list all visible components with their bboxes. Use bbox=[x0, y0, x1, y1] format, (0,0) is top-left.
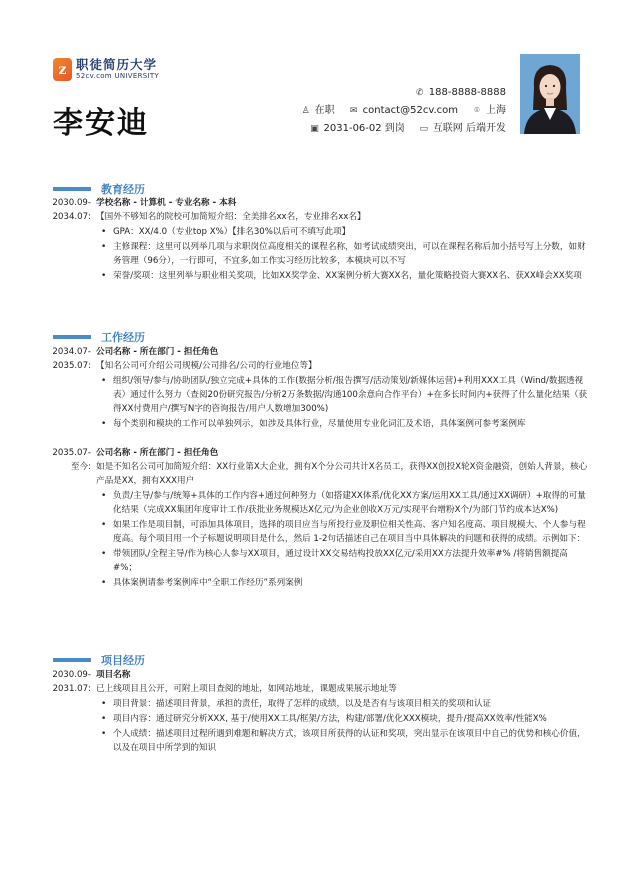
project-entry bbox=[49, 668, 589, 756]
logo-mark-icon: z bbox=[53, 58, 72, 81]
entry-date-end: 至今: bbox=[70, 462, 91, 472]
list-item: • 每个类别和模块的工作可以单独列示，如涉及具体行业，尽量使用专业化词汇及术语，具体案例可参考案例库 bbox=[101, 417, 589, 431]
profile-photo-illustration bbox=[520, 54, 580, 134]
phone-text: 188-8888-8888 bbox=[428, 87, 506, 98]
contact-row-1 bbox=[301, 84, 506, 102]
location-pin-icon: ⌾ bbox=[474, 106, 480, 116]
entry-intro-line bbox=[49, 359, 589, 373]
work-2-bullets bbox=[101, 489, 589, 590]
logo-subtitle: 52cv.com UNIVERSITY bbox=[76, 72, 160, 80]
list-item: • 项目背景：描述项目背景，承担的责任，取得了怎样的成绩，以及是否有与该项目相关的奖项和认证 bbox=[101, 697, 589, 711]
contact-row-2 bbox=[301, 102, 506, 120]
list-item: • 负责/主导/参与/统筹+具体的工作内容+通过何种努力（如搭建XX体系/优化XX方案/运用XX工具/通过XX调研）+取得的可量化结果（完成XX集团年度审计工作/获批业务规模达X亿元/为企业创收X万元/实现平台增粉X个/为部门节约成本达X%) bbox=[101, 489, 589, 517]
briefcase-icon: ▭ bbox=[419, 124, 429, 134]
list-item: • 组织/领导/参与/协助团队/独立完成+具体的工作(数据分析/报告撰写/活动策划/新媒体运营)+利用XXX工具（Wind/数据透视表）通过什么努力（查阅20份研究报告/分析2万条数据/沟通100余意向合作平台）+在多长时间内+获得了什么量化结果（获得XX付费用户/撰写N字的咨询报告/用户人数增加300%) bbox=[101, 374, 589, 416]
status-text: 在职 bbox=[314, 105, 335, 116]
candidate-name: 李安迪 bbox=[53, 106, 149, 141]
entry-headline: 项目名称 bbox=[96, 670, 131, 680]
entry-intro: 【国外不够知名的院校可加简短介绍：全美排名xx名，专业排名xx名】 bbox=[96, 212, 366, 222]
person-icon: ♙ bbox=[301, 106, 310, 116]
email-text: contact@52cv.com bbox=[362, 105, 458, 116]
profile-photo bbox=[520, 54, 580, 134]
list-item: • 如果工作是项目制，可添加具体项目，选择的项目应当与所投行业及职位相关性高、客户知名度高、项目规模大、个人参与程度高。每个项目用一个子标题说明项目是什么，然后 1-2句话描述自己在项目当中具体解决的问题和获得的成绩。示例如下： bbox=[101, 518, 589, 546]
list-item: • 项目内容：通过研究分析XXX, 基于/使用XX工具/框架/方法，构建/部署/优化XXX模块，提升/提高XX效率/性能X% bbox=[101, 712, 589, 726]
section-accent-bar bbox=[53, 658, 91, 662]
city-text: 上海 bbox=[486, 105, 506, 116]
education-section-title bbox=[53, 181, 145, 197]
section-title-text: 工作经历 bbox=[101, 331, 145, 344]
section-title-text: 项目经历 bbox=[101, 654, 145, 667]
entry-intro-line bbox=[49, 210, 589, 224]
entry-headline: 学校名称 - 计算机 - 专业名称 - 本科 bbox=[96, 198, 237, 208]
phone-icon: ✆ bbox=[416, 88, 424, 98]
list-item: • 个人成绩：描述项目过程所遇到难题和解决方式，该项目所获得的认证和奖项，突出显示在该项目中自己的优势和核心价值，以及在项目中所学到的知识 bbox=[101, 727, 589, 755]
entry-intro: 已上线项目且公开，可附上项目查阅的地址，如网站地址，课题成果展示地址等 bbox=[96, 684, 397, 694]
entry-headline-line bbox=[49, 446, 589, 460]
entry-intro-line bbox=[49, 682, 589, 696]
city-item bbox=[472, 102, 506, 120]
entry-intro-line bbox=[49, 460, 589, 488]
section-accent-bar bbox=[53, 335, 91, 339]
status-item bbox=[301, 102, 335, 120]
project-bullets bbox=[101, 697, 589, 755]
entry-intro: 【知名公司可介绍公司规模/公司排名/公司的行业地位等】 bbox=[96, 361, 317, 371]
list-item: • GPA：XX/4.0（专业top X%）【排名30%以后可不填写此项】 bbox=[101, 225, 589, 239]
entry-headline-line bbox=[49, 196, 589, 210]
industry-text: 互联网 后端开发 bbox=[432, 123, 506, 134]
entry-headline-line bbox=[49, 345, 589, 359]
list-item: • 具体案例请参考案例库中“全职工作经历”系列案例 bbox=[101, 576, 589, 590]
work-1-bullets bbox=[101, 374, 589, 431]
industry-item bbox=[419, 120, 506, 138]
section-title-text: 教育经历 bbox=[101, 183, 145, 196]
email-item bbox=[349, 102, 458, 120]
entry-date-start: 2035.07- bbox=[52, 448, 91, 458]
contact-row-3 bbox=[301, 120, 506, 138]
project-section-title bbox=[53, 652, 145, 668]
work-entry-1 bbox=[49, 345, 589, 432]
section-accent-bar bbox=[53, 187, 91, 191]
education-entry bbox=[49, 196, 589, 284]
entry-date-end: 2035.07: bbox=[52, 361, 91, 371]
entry-headline: 公司名称 - 所在部门 - 担任角色 bbox=[96, 347, 219, 357]
entry-date-start: 2030.09- bbox=[52, 198, 91, 208]
entry-date-start: 2030.09- bbox=[52, 670, 91, 680]
brand-logo bbox=[53, 58, 159, 81]
work-section-title bbox=[53, 329, 145, 345]
entry-headline: 公司名称 - 所在部门 - 担任角色 bbox=[96, 448, 219, 458]
list-item: • 主修课程：这里可以列举几项与求职岗位高度相关的课程名称，如考试成绩突出，可以在课程名称后加小括号写上分数，如财务管理（96分），一行即可，不宜多,如工作实习经历比较多，本模块可以不写 bbox=[101, 240, 589, 268]
logo-title: 职徒简历大学 bbox=[76, 57, 158, 72]
phone-item bbox=[415, 84, 506, 102]
work-entry-2 bbox=[49, 446, 589, 591]
date-text: 2031-06-02 到岗 bbox=[323, 123, 405, 134]
mail-icon: ✉ bbox=[349, 106, 358, 116]
entry-date-end: 2034.07: bbox=[52, 212, 91, 222]
entry-intro: 如是不知名公司可加简短介绍：XX行业第X大企业，拥有X个分公司共计X名员工，获得XX创投X轮X资金融资，创始人背景，核心产品是XX，拥有XXX用户 bbox=[96, 462, 588, 486]
calendar-icon: ▣ bbox=[310, 124, 319, 134]
education-bullets bbox=[101, 225, 589, 283]
date-item bbox=[310, 120, 405, 138]
entry-date-end: 2031.07: bbox=[52, 684, 91, 694]
logo-text bbox=[76, 58, 159, 81]
entry-headline-line bbox=[49, 668, 589, 682]
list-item: • 带领团队/全程主导/作为核心人参与XX项目，通过设计XX交易结构投放XX亿元/采用XX方法提升效率#% /将销售额提高#%； bbox=[101, 547, 589, 575]
list-item: • 荣誉/奖项：这里列举与职业相关奖项，比如XX奖学金、XX案例分析大赛XX名，量化策略投资大赛XX名、获XX峰会XX奖项 bbox=[101, 269, 589, 283]
contact-info bbox=[301, 84, 506, 138]
entry-date-start: 2034.07- bbox=[52, 347, 91, 357]
